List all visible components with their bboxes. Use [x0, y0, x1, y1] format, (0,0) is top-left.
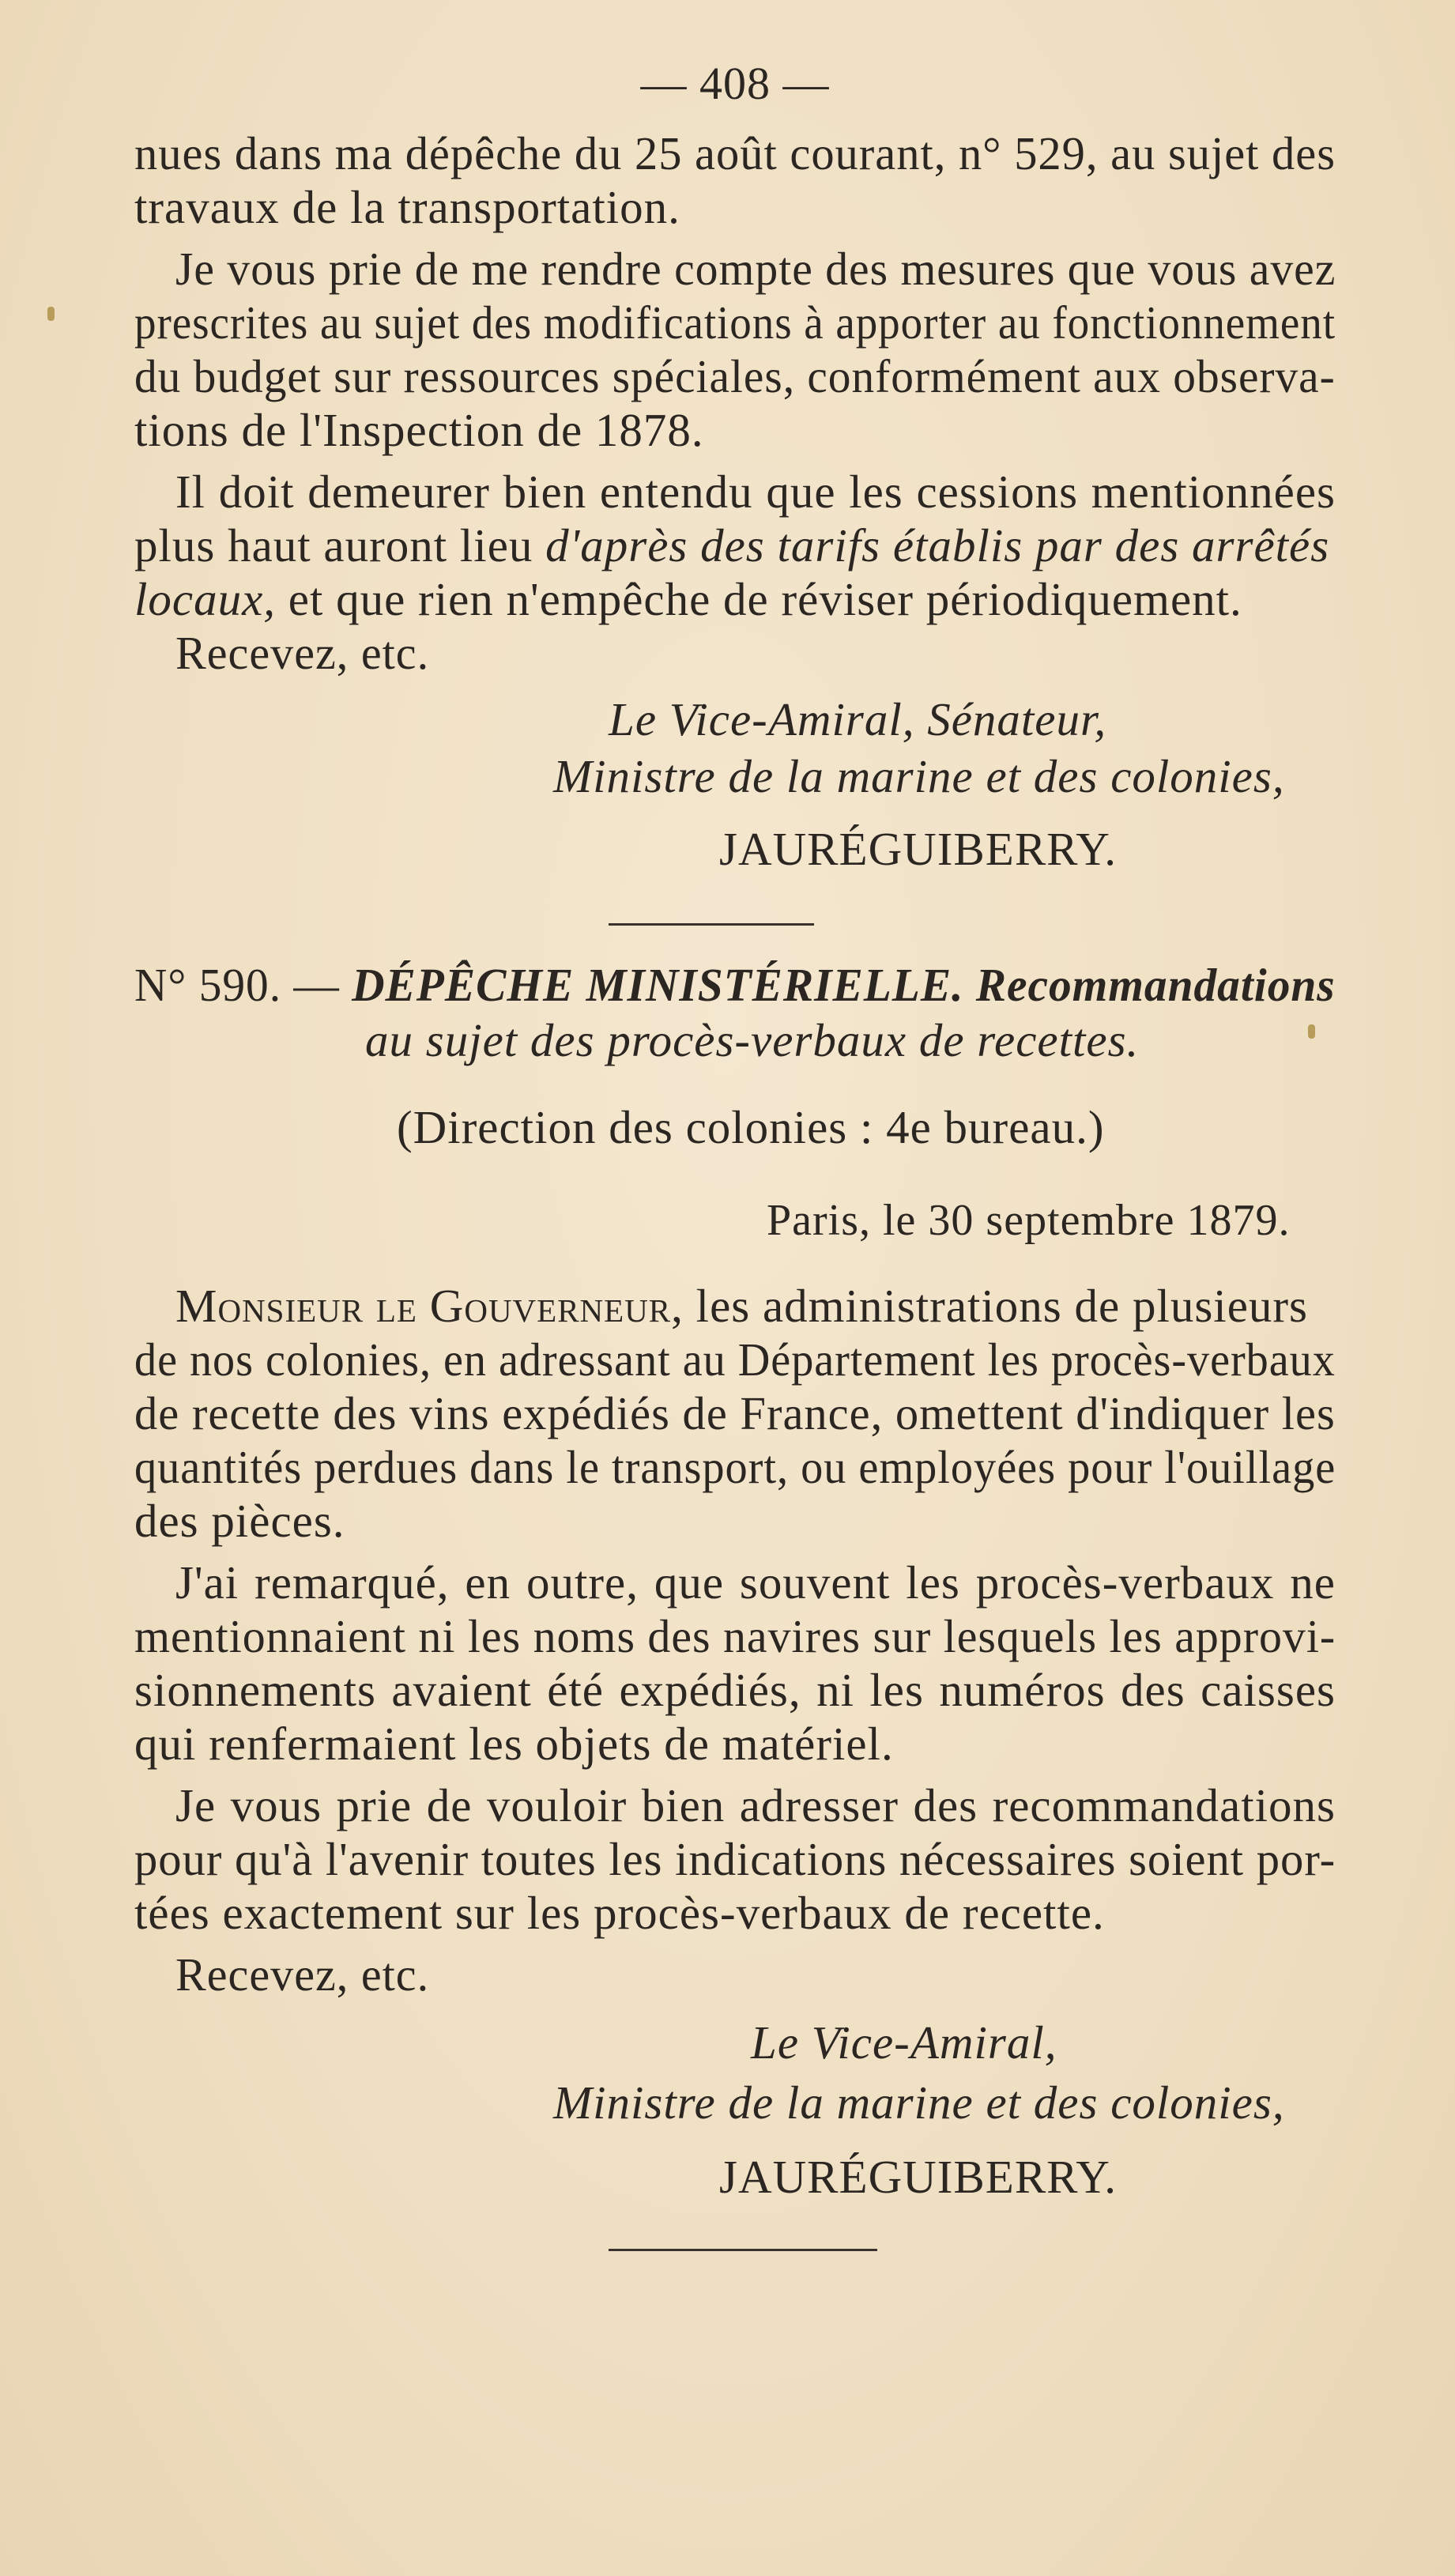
text-segment: les administrations de plusieurs [695, 1280, 1308, 1332]
text-line: nues dans ma dépêche du 25 août courant, n° 529, au sujet des [134, 127, 1336, 179]
text-line: tées exactement sur les procès-verbaux de recette. [134, 1887, 1105, 1939]
text-line-mixed [134, 519, 1336, 572]
text-line: de recette des vins expédiés de France, omettent d'indiquer les [134, 1387, 1336, 1439]
signature-name: JAURÉGUIBERRY. [719, 823, 1118, 875]
page-number: — 408 — [640, 58, 830, 109]
text-line: de nos colonies, en adressant au Département les procès-verbaux [134, 1333, 1336, 1386]
text-line: sionnements avaient été expédiés, ni les numéros des caisses [134, 1664, 1336, 1716]
italic-text: d'après des tarifs établis par des arrêtés [545, 519, 1330, 571]
text-line: mentionnaient ni les noms des navires sur lesquels les approvi- [134, 1610, 1336, 1662]
document-heading-line [134, 958, 1336, 1012]
italic-text: locaux, [134, 573, 277, 625]
salutation: Monsieur le Gouverneur, [175, 1280, 684, 1332]
text-line: travaux de la transportation. [134, 181, 680, 233]
document-heading: DÉPÊCHE MINISTÉRIELLE. [352, 959, 964, 1011]
signature-role: Ministre de la marine et des colonies, [553, 750, 1285, 802]
signature-role: Ministre de la marine et des colonies, [553, 2076, 1285, 2129]
paper-speck [47, 307, 55, 321]
text-line: Je vous prie de me rendre compte des mesures que vous avez [175, 243, 1336, 295]
text-line: prescrites au sujet des modifications à apporter au fonctionnement [134, 296, 1336, 349]
salutation-line [175, 1279, 1336, 1333]
text-line: Je vous prie de vouloir bien adresser des recommandations [175, 1779, 1336, 1831]
text-line-mixed [134, 572, 1336, 626]
direction-line: (Direction des colonies : 4e bureau.) [397, 1101, 1105, 1153]
text-line: tions de l'Inspection de 1878. [134, 404, 704, 456]
document-number: N° 590. — [134, 959, 340, 1011]
text-line: qui renfermaient les objets de matériel. [134, 1718, 894, 1770]
signature-name: JAURÉGUIBERRY. [719, 2151, 1118, 2203]
text-line: quantités perdues dans le transport, ou employées pour l'ouillage [134, 1441, 1336, 1493]
closing-formula: Recevez, etc. [175, 1948, 430, 2001]
signature-title: Le Vice-Amiral, Sénateur, [609, 693, 1107, 745]
text-line: J'ai remarqué, en outre, que souvent les procès-verbaux ne [175, 1556, 1336, 1609]
closing-formula: Recevez, etc. [175, 627, 430, 679]
section-divider [609, 923, 814, 926]
paper-speck [1308, 1024, 1315, 1039]
text-segment: plus haut auront lieu [134, 519, 533, 571]
date-line: Paris, le 30 septembre 1879. [767, 1196, 1291, 1245]
text-line: du budget sur ressources spéciales, conformément aux observa- [134, 350, 1336, 402]
text-segment: et que rien n'empêche de réviser périodiquement. [288, 573, 1242, 625]
text-line: pour qu'à l'avenir toutes les indications nécessaires soient por- [134, 1833, 1336, 1885]
signature-title: Le Vice-Amiral, [751, 2016, 1057, 2069]
document-subject: Recommandations [975, 959, 1336, 1011]
document-subject: au sujet des procès-verbaux de recettes. [365, 1014, 1140, 1066]
text-line: des pièces. [134, 1495, 345, 1547]
text-line: Il doit demeurer bien entendu que les cessions mentionnées [175, 466, 1336, 518]
section-divider [609, 2249, 877, 2251]
